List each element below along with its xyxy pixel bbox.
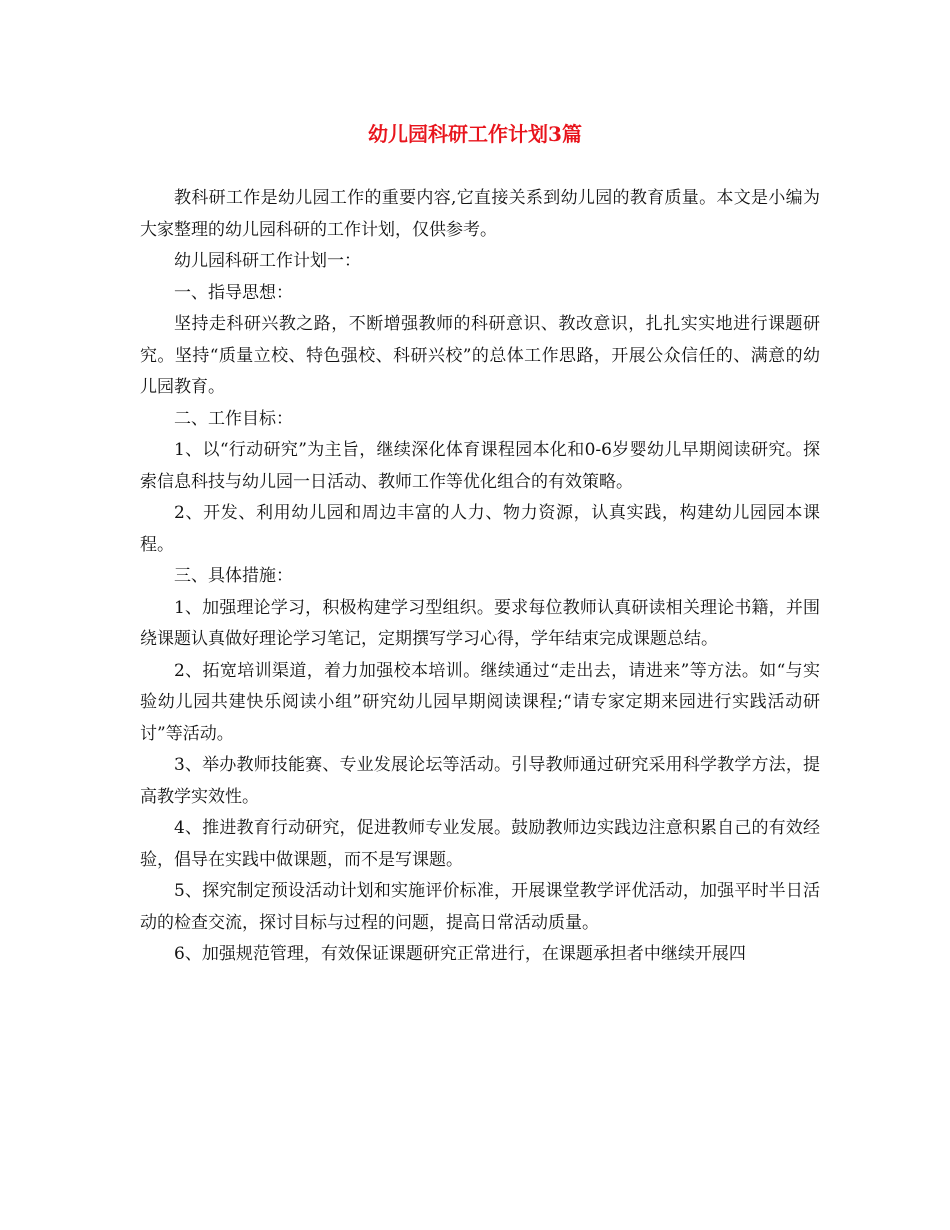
paragraph-measure-4: 4、推进教育行动研究，促进教师专业发展。鼓励教师边实践边注意积累自己的有效经验，倡导在实践中做课题，而不是写课题。 [140,818,820,870]
document-body [140,183,820,971]
paragraph-measure-3: 3、举办教师技能赛、专业发展论坛等活动。引导教师通过研究采用科学教学方法，提高教学实效性。 [140,755,820,807]
paragraph-measure-5: 5、探究制定预设活动计划和实施评价标准，开展课堂教学评优活动，加强平时半日活动的检查交流，探讨目标与过程的问题，提高日常活动质量。 [140,881,820,933]
paragraph-section-2-heading: 二、工作目标： [174,408,293,429]
paragraph-section-1-heading: 一、指导思想： [174,282,293,303]
paragraph-measure-6: 6、加强规范管理，有效保证课题研究正常进行，在课题承担者中继续开展四 [174,944,746,964]
paragraph-plan-one-heading: 幼儿园科研工作计划一： [174,251,361,271]
paragraph-section-3-heading: 三、具体措施： [174,566,293,586]
paragraph-goal-2: 2、开发、利用幼儿园和周边丰富的人力、物力资源，认真实践，构建幼儿园园本课程。 [140,503,820,555]
paragraph-measure-2: 2、拓宽培训渠道，着力加强校本培训。继续通过“走出去，请进来”等方法。如“与实验幼儿园共建快乐阅读小组”研究幼儿园早期阅读课程;“请专家定期来园进行实践活动研讨”等活动。 [140,660,820,744]
paragraph-intro: 教科研工作是幼儿园工作的重要内容,它直接关系到幼儿园的教育质量。本文是小编为大家整理的幼儿园科研的工作计划，仅供参考。 [140,188,820,240]
paragraph-guiding-thought: 坚持走科研兴教之路，不断增强教师的科研意识、教改意识，扎扎实实地进行课题研究。坚持“质量立校、特色强校、科研兴校”的总体工作思路，开展公众信任的、满意的幼儿园教育。 [140,314,820,397]
paragraph-goal-1: 1、以“行动研究”为主旨，继续深化体育课程园本化和0-6岁婴幼儿早期阅读研究。探索信息科技与幼儿园一日活动、教师工作等优化组合的有效策略。 [140,440,820,492]
paragraph-measure-1: 1、加强理论学习，积极构建学习型组织。要求每位教师认真研读相关理论书籍，并围绕课题认真做好理论学习笔记，定期撰写学习心得，学年结束完成课题总结。 [140,597,820,649]
document-title: 幼儿园科研工作计划3篇 [368,122,582,146]
